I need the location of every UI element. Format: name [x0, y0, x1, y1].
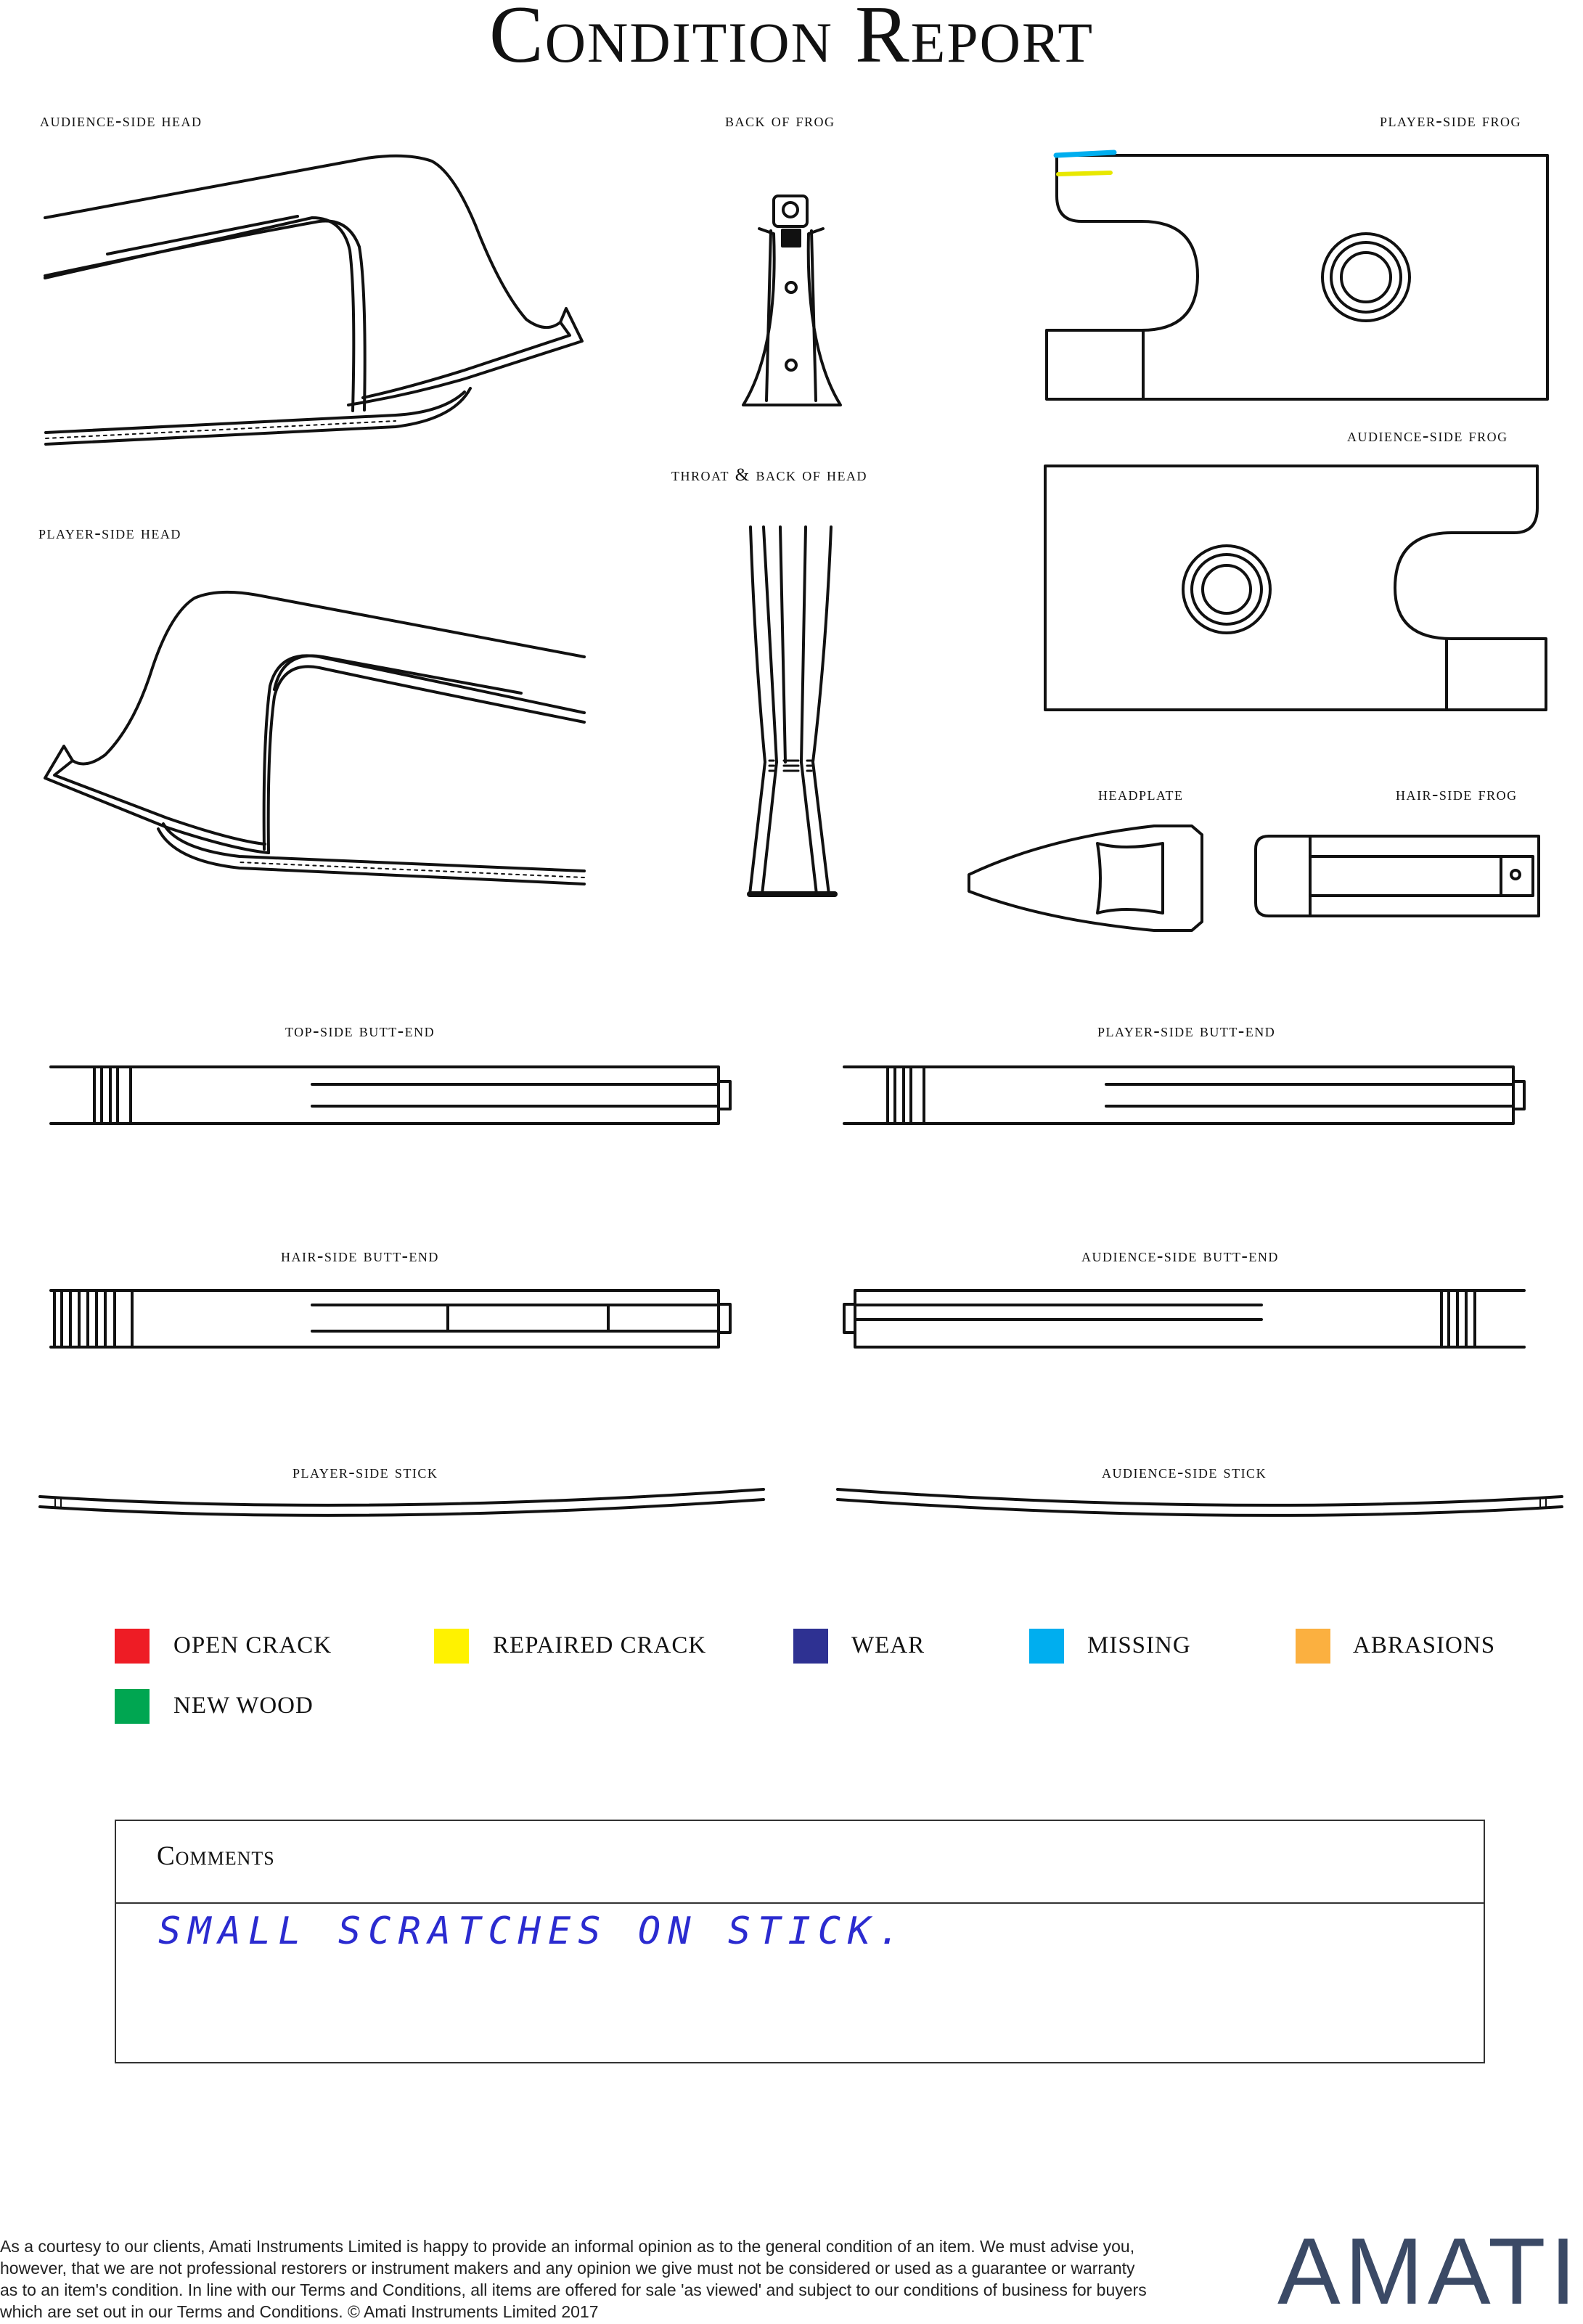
hair-side-frog-drawing — [1256, 836, 1539, 916]
label-audience-side-frog: audience-side frog — [1347, 426, 1508, 446]
comments-header — [116, 1821, 1484, 1904]
audience-side-head-drawing — [45, 156, 582, 444]
label-player-side-butt-end: player-side butt-end — [1097, 1021, 1276, 1041]
legend-swatch-abrasions — [1296, 1629, 1330, 1664]
legend-label-abrasions: ABRASIONS — [1353, 1632, 1496, 1658]
audience-side-butt-end-drawing — [844, 1290, 1524, 1347]
player-side-head-drawing — [45, 592, 584, 884]
label-player-side-stick: player-side stick — [293, 1462, 438, 1482]
player-side-stick-drawing — [40, 1489, 764, 1515]
legend-swatch-repaired-crack — [434, 1629, 469, 1664]
audience-side-frog-drawing — [1045, 466, 1546, 710]
label-audience-side-butt-end: audience-side butt-end — [1081, 1246, 1279, 1266]
throat-back-of-head-drawing — [750, 527, 835, 894]
headplate-drawing — [969, 826, 1202, 930]
legend-label-wear: WEAR — [851, 1632, 925, 1658]
comments-box — [115, 1820, 1485, 2063]
label-player-side-head: player-side head — [38, 523, 181, 543]
page-title: Condition Report — [489, 0, 1094, 80]
label-headplate: headplate — [1098, 785, 1184, 804]
legend-label-open-crack: OPEN CRACK — [173, 1632, 332, 1658]
label-audience-side-head: audience-side head — [40, 111, 203, 131]
back-of-frog-drawing — [743, 196, 840, 405]
label-hair-side-frog: hair-side frog — [1396, 785, 1518, 804]
legend-label-repaired-crack: REPAIRED CRACK — [493, 1632, 707, 1658]
comments-text: SMALL SCRATCHES ON STICK. — [158, 1910, 908, 1953]
player-side-butt-end-drawing — [844, 1067, 1524, 1124]
audience-side-stick-drawing — [838, 1489, 1562, 1515]
top-side-butt-end-drawing — [51, 1067, 730, 1124]
label-player-side-frog: player-side frog — [1380, 111, 1521, 131]
disclaimer-text: As a courtesy to our clients, Amati Instruments Limited is happy to provide an informal opinion as to the general condition of an item. We must advise you, however, that we are not professional restorers or instrument makers and any opinion we give must not be considered or used as a guarantee or warranty as to an item's condition. In line with our Terms and Conditions, all items are offered for sale 'as viewed' and subject to our conditions of business for buyers which are set out in our Terms and Conditions. © Amati Instruments Limited 2017 — [0, 2237, 1147, 2321]
missing-marking — [1056, 152, 1114, 155]
label-back-of-frog: back of frog — [725, 111, 835, 131]
legend-swatch-wear — [793, 1629, 828, 1664]
legend-label-new-wood: NEW WOOD — [173, 1693, 314, 1719]
legend-swatch-new-wood — [115, 1689, 150, 1724]
legend-swatch-missing — [1029, 1629, 1064, 1664]
legend-label-missing: MISSING — [1087, 1632, 1191, 1658]
label-throat-back-of-head: throat & back of head — [671, 465, 867, 485]
player-side-frog-drawing — [1047, 152, 1547, 399]
label-audience-side-stick: audience-side stick — [1102, 1462, 1267, 1482]
label-hair-side-butt-end: hair-side butt-end — [281, 1246, 439, 1266]
amati-logo: AMATI — [1277, 2218, 1581, 2324]
hair-side-butt-end-drawing — [51, 1290, 730, 1347]
comments-title: Comments — [157, 1841, 275, 1871]
legend-swatch-open-crack — [115, 1629, 150, 1664]
repaired-crack-marking — [1058, 173, 1110, 174]
label-top-side-butt-end: top-side butt-end — [285, 1021, 435, 1041]
